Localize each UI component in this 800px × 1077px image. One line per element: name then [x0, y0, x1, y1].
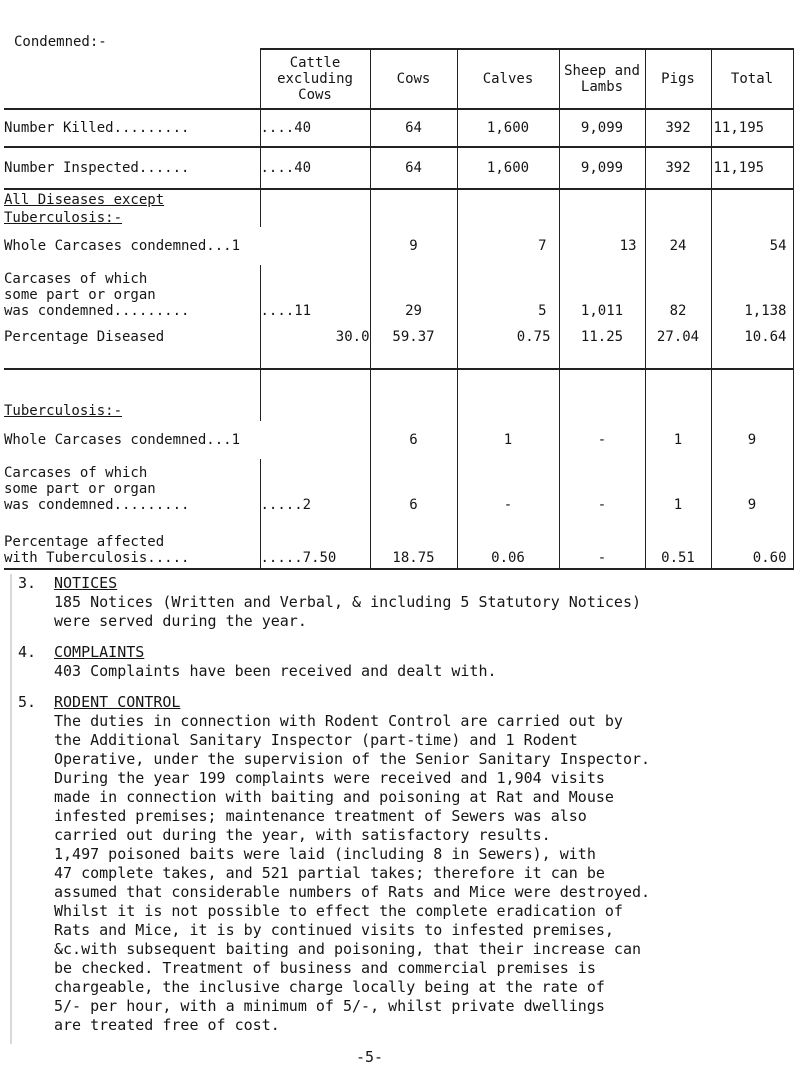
cell-pigs: 24: [645, 227, 711, 265]
cell-cows: 64: [370, 109, 457, 147]
page-number: -5-: [356, 1048, 384, 1066]
row-all-percentage: [4, 319, 793, 369]
cell-cows: 9: [370, 227, 457, 265]
cell-cows: 59.37: [370, 319, 457, 369]
section-body: [54, 662, 784, 681]
col-header-sheep: Sheep and Lambs: [559, 49, 645, 109]
section-complaints: [14, 643, 784, 681]
body-line: assumed that considerable numbers of Rats and Mice were destroyed.: [54, 883, 651, 901]
cell-cattle: 30.0: [260, 319, 370, 369]
body-line: chargeable, the inclusive charge locally being at the rate of: [54, 978, 605, 996]
cell-cattle: ....40: [260, 147, 370, 189]
row-all-diseases-heading-1: [4, 189, 793, 209]
section-heading: COMPLAINTS: [54, 643, 145, 661]
cell-calves: -: [457, 459, 559, 513]
cell-calves: 1: [457, 421, 559, 459]
cell-sheep: 13: [559, 227, 645, 265]
cell-total: 10.64: [711, 319, 793, 369]
col-header-total: Total: [711, 49, 793, 109]
cell-cows: 64: [370, 147, 457, 189]
body-line: are treated free of cost.: [54, 1016, 280, 1034]
cell-pigs: 1: [645, 459, 711, 513]
cell-cows: 6: [370, 459, 457, 513]
cell-cows: 6: [370, 421, 457, 459]
section-number: 5.: [18, 693, 37, 711]
body-line: &c.with subsequent baiting and poisoning, that their increase can: [54, 940, 641, 958]
cell-sheep: -: [559, 459, 645, 513]
section-heading: [4, 369, 260, 421]
row-number-killed: [4, 109, 793, 147]
row-tb-whole-carcases: [4, 421, 793, 459]
col-header-calves: Calves: [457, 49, 559, 109]
body-line: 47 complete takes, and 521 partial takes; therefore it can be: [54, 864, 605, 882]
condemned-table: [4, 48, 794, 570]
row-label: Percentage Diseased: [4, 319, 260, 369]
section-heading: [4, 189, 260, 209]
row-label: [4, 459, 260, 513]
cell-calves: 5: [457, 265, 559, 319]
cell-calves: 0.06: [457, 513, 559, 569]
section-body: [54, 712, 784, 1035]
cell-calves: 7: [457, 227, 559, 265]
label-line: was condemned.........: [4, 303, 190, 319]
section-body: [54, 593, 784, 631]
body-line: were served during the year.: [54, 612, 307, 630]
section-heading: RODENT CONTROL: [54, 693, 181, 711]
margin-mark: [10, 574, 12, 1044]
cell-total: 54: [711, 227, 793, 265]
tuberculosis-heading: Tuberculosis:-: [4, 403, 123, 419]
cell-pigs: 0.51: [645, 513, 711, 569]
cell-sheep: -: [559, 513, 645, 569]
body-line: Operative, under the supervision of the Senior Sanitary Inspector.: [54, 750, 651, 768]
cell-sheep: -: [559, 421, 645, 459]
body-line: 185 Notices (Written and Verbal, & including 5 Statutory Notices): [54, 593, 641, 611]
label-line: some part or organ: [4, 481, 156, 497]
label-line: with Tuberculosis.....: [4, 550, 190, 566]
cell-pigs: 82: [645, 265, 711, 319]
header-row: [4, 49, 793, 109]
row-tb-heading: [4, 369, 793, 421]
cell-sheep: 9,099: [559, 147, 645, 189]
cell-calves: 0.75: [457, 319, 559, 369]
cell-cattle: ....11: [260, 265, 370, 319]
section-heading: NOTICES: [54, 574, 118, 592]
cell-cattle: ....40: [260, 109, 370, 147]
cell-sheep: 11.25: [559, 319, 645, 369]
body-line: Rats and Mice, it is by continued visits to infested premises,: [54, 921, 614, 939]
col-header-cattle: Cattle excluding Cows: [260, 49, 370, 109]
row-label: Whole Carcases condemned...1: [4, 227, 370, 265]
cell-pigs: 392: [645, 109, 711, 147]
row-label: Number Killed.........: [4, 109, 260, 147]
row-label: [4, 265, 260, 319]
row-all-part-condemned: [4, 265, 793, 319]
cell-total: 9: [711, 459, 793, 513]
cell-pigs: 27.04: [645, 319, 711, 369]
cell-total: 9: [711, 421, 793, 459]
label-line: Percentage affected: [4, 534, 165, 550]
label-line: Carcases of which: [4, 271, 148, 287]
all-diseases-heading: All Diseases except: [4, 191, 165, 208]
body-line: be checked. Treatment of business and commercial premises is: [54, 959, 596, 977]
row-tb-part-condemned: [4, 459, 793, 513]
body-line: 1,497 poisoned baits were laid (including 8 in Sewers), with: [54, 845, 596, 863]
body-line: 5/- per hour, with a minimum of 5/-, whilst private dwellings: [54, 997, 605, 1015]
body-line: made in connection with baiting and poisoning at Rat and Mouse: [54, 788, 614, 806]
body-line: the Additional Sanitary Inspector (part-time) and 1 Rodent: [54, 731, 578, 749]
label-line: was condemned.........: [4, 497, 190, 513]
section-heading: [4, 209, 260, 227]
table-corner-label: Condemned:-: [14, 34, 107, 50]
body-line: Whilst it is not possible to effect the complete eradication of: [54, 902, 623, 920]
cell-pigs: 1: [645, 421, 711, 459]
cell-sheep: 1,011: [559, 265, 645, 319]
col-header-pigs: Pigs: [645, 49, 711, 109]
label-line: some part or organ: [4, 287, 156, 303]
body-line: infested premises; maintenance treatment of Sewers was also: [54, 807, 587, 825]
body-line: 403 Complaints have been received and dealt with.: [54, 662, 497, 680]
section-notices: [14, 574, 784, 631]
body-line: The duties in connection with Rodent Control are carried out by: [54, 712, 623, 730]
cell-total: 11,195: [711, 109, 793, 147]
row-all-whole-carcases: [4, 227, 793, 265]
cell-cows: 29: [370, 265, 457, 319]
section-rodent-control: [14, 693, 784, 1035]
row-label: [4, 513, 260, 569]
cell-pigs: 392: [645, 147, 711, 189]
body-line: During the year 199 complaints were received and 1,904 visits: [54, 769, 605, 787]
row-all-diseases-heading-2: [4, 209, 793, 227]
label-line: Carcases of which: [4, 465, 148, 481]
row-label: Number Inspected......: [4, 147, 260, 189]
all-diseases-heading-2: Tuberculosis:-: [4, 210, 123, 226]
cell-total: 11,195: [711, 147, 793, 189]
row-number-inspected: [4, 147, 793, 189]
cell-total: 1,138: [711, 265, 793, 319]
cell-sheep: 9,099: [559, 109, 645, 147]
row-label: Whole Carcases condemned...1: [4, 421, 370, 459]
cell-calves: 1,600: [457, 147, 559, 189]
header-corner: [4, 49, 260, 109]
col-header-cows: Cows: [370, 49, 457, 109]
cell-cattle: .....2: [260, 459, 370, 513]
row-tb-percentage: [4, 513, 793, 569]
cell-cattle: .....7.50: [260, 513, 370, 569]
cell-calves: 1,600: [457, 109, 559, 147]
body-line: carried out during the year, with satisfactory results.: [54, 826, 551, 844]
section-number: 4.: [18, 643, 37, 661]
report-sections: [14, 574, 784, 1035]
section-number: 3.: [18, 574, 37, 592]
cell-cows: 18.75: [370, 513, 457, 569]
cell-total: 0.60: [711, 513, 793, 569]
